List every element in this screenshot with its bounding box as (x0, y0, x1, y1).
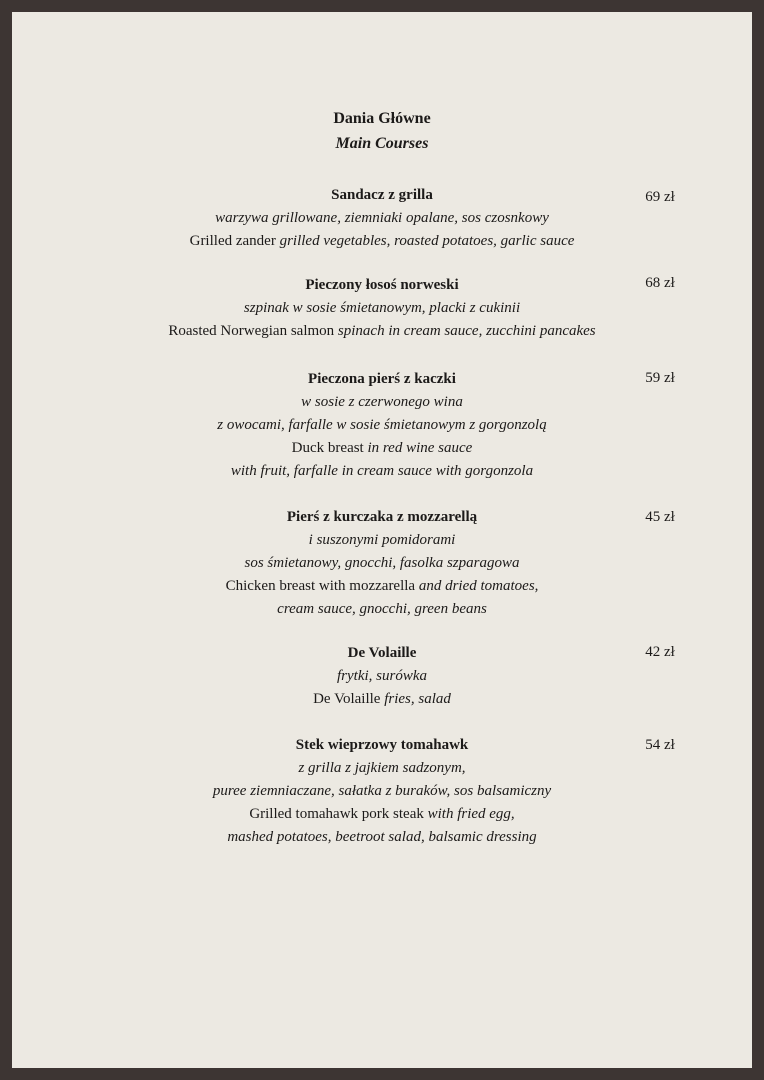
dish-name: Pieczony łosoś norweski (305, 277, 459, 293)
section-title-en: Main Courses (335, 135, 429, 152)
dish-description-en: cream sauce, gnocchi, green beans (277, 601, 487, 617)
dish-name-en: Chicken breast with mozzarella (225, 578, 416, 594)
dish-english-line (0, 320, 764, 343)
dish-description-pl: z owocami, farfalle w sosie śmietanowym z gorgonzolą (217, 417, 547, 433)
dish-description-en: mashed potatoes, beetroot salad, balsamic dressing (227, 829, 537, 845)
dish-price: 45 zł (645, 509, 675, 525)
dish-price: 69 zł (645, 189, 675, 205)
dish-description-en: spinach in cream sauce, zucchini pancakes (337, 323, 596, 339)
dish-description-pl: warzywa grillowane, ziemniaki opalane, sos czosnkowy (215, 210, 549, 226)
dish-description-pl: sos śmietanowy, gnocchi, fasolka szparagowa (244, 555, 520, 571)
dish-description-pl: frytki, surówka (337, 668, 427, 684)
dish-name: Stek wieprzowy tomahawk (295, 737, 469, 753)
dish-description-pl: w sosie z czerwonego wina (301, 394, 463, 410)
dish-description-en: grilled vegetables, roasted potatoes, garlic sauce (279, 233, 575, 249)
dish-price: 42 zł (645, 644, 675, 660)
dish-name-en: De Volaille (313, 691, 381, 707)
dish-english-line (0, 803, 764, 826)
dish-name-en: Duck breast (291, 440, 364, 456)
dish-description-en: fries, salad (384, 691, 451, 707)
dish-price: 59 zł (645, 370, 675, 386)
dish-description-pl: puree ziemniaczane, sałatka z buraków, sos balsamiczny (212, 783, 552, 799)
dish-description-en: with fried egg, (427, 806, 515, 822)
section-title-pl: Dania Główne (333, 110, 431, 127)
dish-description-pl: z grilla z jajkiem sadzonym, (298, 760, 466, 776)
dish-description-pl: i suszonymi pomidorami (308, 532, 456, 548)
dish-name-en: Grilled zander (189, 233, 276, 249)
dish-description-en: in red wine sauce (367, 440, 473, 456)
dish-description-en: and dried tomatoes, (418, 578, 539, 594)
dish-name-en: Grilled tomahawk pork steak (249, 806, 424, 822)
dish-price: 54 zł (645, 737, 675, 753)
dish-english-line (0, 575, 764, 598)
dish-name: Pierś z kurczaka z mozzarellą (286, 509, 478, 525)
dish-name: De Volaille (347, 645, 417, 661)
dish-name-en: Roasted Norwegian salmon (168, 323, 335, 339)
dish-description-en: with fruit, farfalle in cream sauce with gorgonzola (230, 463, 534, 479)
dish-price: 68 zł (645, 275, 675, 291)
dish-english-line (0, 688, 764, 711)
dish-english-line (0, 437, 764, 460)
dish-name: Pieczona pierś z kaczki (308, 371, 456, 387)
dish-name: Sandacz z grilla (331, 187, 433, 203)
dish-description-pl: szpinak w sosie śmietanowym, placki z cukinii (243, 300, 521, 316)
dish-english-line (0, 230, 764, 253)
